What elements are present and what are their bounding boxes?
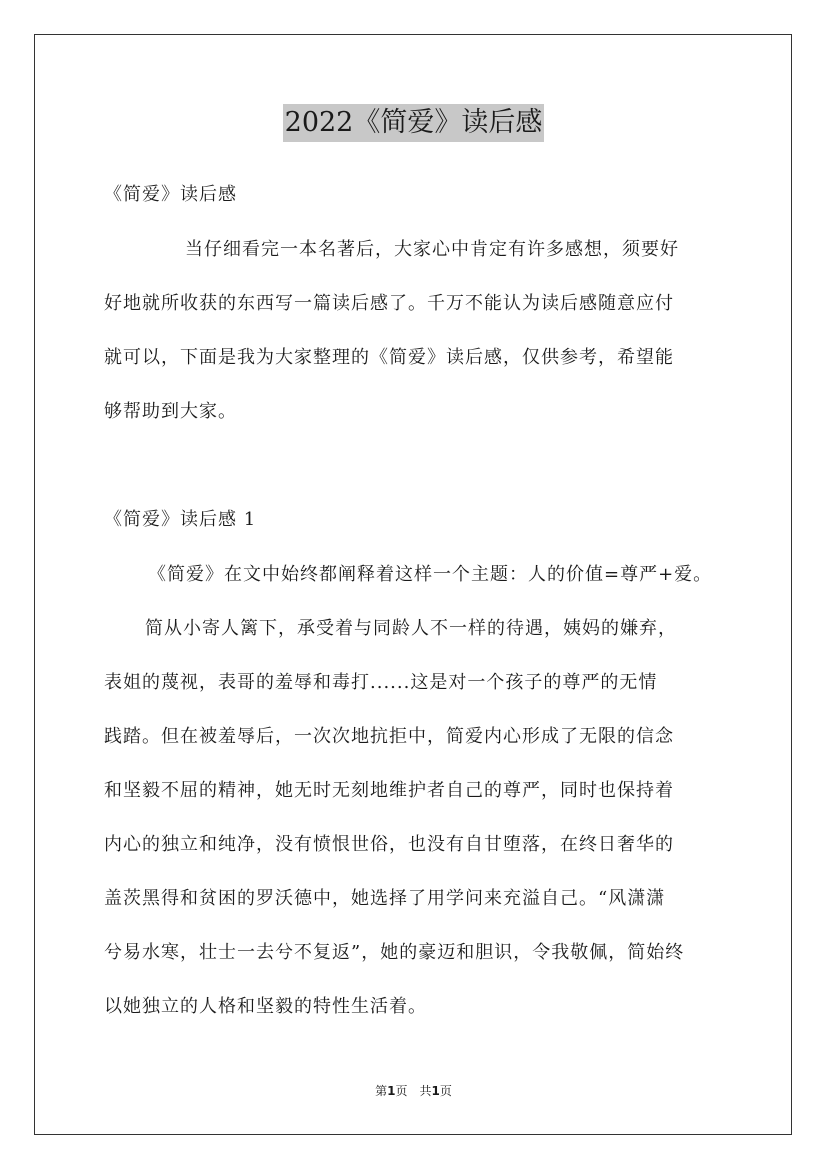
document-title-wrap bbox=[0, 104, 827, 142]
section1-line-9: 以她独立的人格和坚毅的特性生活着。 bbox=[104, 996, 427, 1017]
section1-line-6: 内心的独立和纯净，没有愤恨世俗，也没有自甘堕落，在终日奢华的 bbox=[104, 834, 674, 855]
section1-line-1: 《简爱》在文中始终都阐释着这样一个主题：人的价值=尊严+爱。 bbox=[148, 564, 713, 585]
intro-line-2: 好地就所收获的东西写一篇读后感了。千万不能认为读后感随意应付 bbox=[104, 293, 674, 314]
footer-mid: 页 共 bbox=[395, 1084, 432, 1098]
section1-line-2: 简从小寄人篱下，承受着与同龄人不一样的待遇，姨妈的嫌弃， bbox=[145, 618, 677, 639]
section1-line-3: 表姐的蔑视，表哥的羞辱和毒打......这是对一个孩子的尊严的无情 bbox=[104, 672, 658, 693]
footer-suffix: 页 bbox=[439, 1084, 452, 1098]
intro-line-4: 够帮助到大家。 bbox=[104, 401, 237, 422]
page-footer bbox=[0, 1083, 827, 1099]
intro-heading: 《简爱》读后感 bbox=[104, 184, 237, 205]
section1-line-8: 兮易水寒，壮士一去兮不复返”，她的豪迈和胆识，令我敬佩，简始终 bbox=[104, 942, 685, 963]
section1-line-7: 盖茨黑得和贫困的罗沃德中，她选择了用学问来充溢自己。“风潇潇 bbox=[104, 888, 666, 909]
footer-page-number: 1 bbox=[387, 1084, 396, 1098]
footer-total-pages: 1 bbox=[431, 1084, 440, 1098]
intro-line-1: 当仔细看完一本名著后，大家心中肯定有许多感想，须要好 bbox=[185, 239, 679, 260]
section1-line-4: 践踏。但在被羞辱后，一次次地抗拒中，简爱内心形成了无限的信念 bbox=[104, 726, 674, 747]
document-title: 2022《简爱》读后感 bbox=[283, 104, 545, 142]
section1-heading: 《简爱》读后感 1 bbox=[104, 509, 257, 530]
intro-line-3: 就可以，下面是我为大家整理的《简爱》读后感，仅供参考，希望能 bbox=[104, 347, 674, 368]
footer-prefix: 第 bbox=[375, 1084, 388, 1098]
section1-line-5: 和坚毅不屈的精神，她无时无刻地维护者自己的尊严，同时也保持着 bbox=[104, 780, 674, 801]
